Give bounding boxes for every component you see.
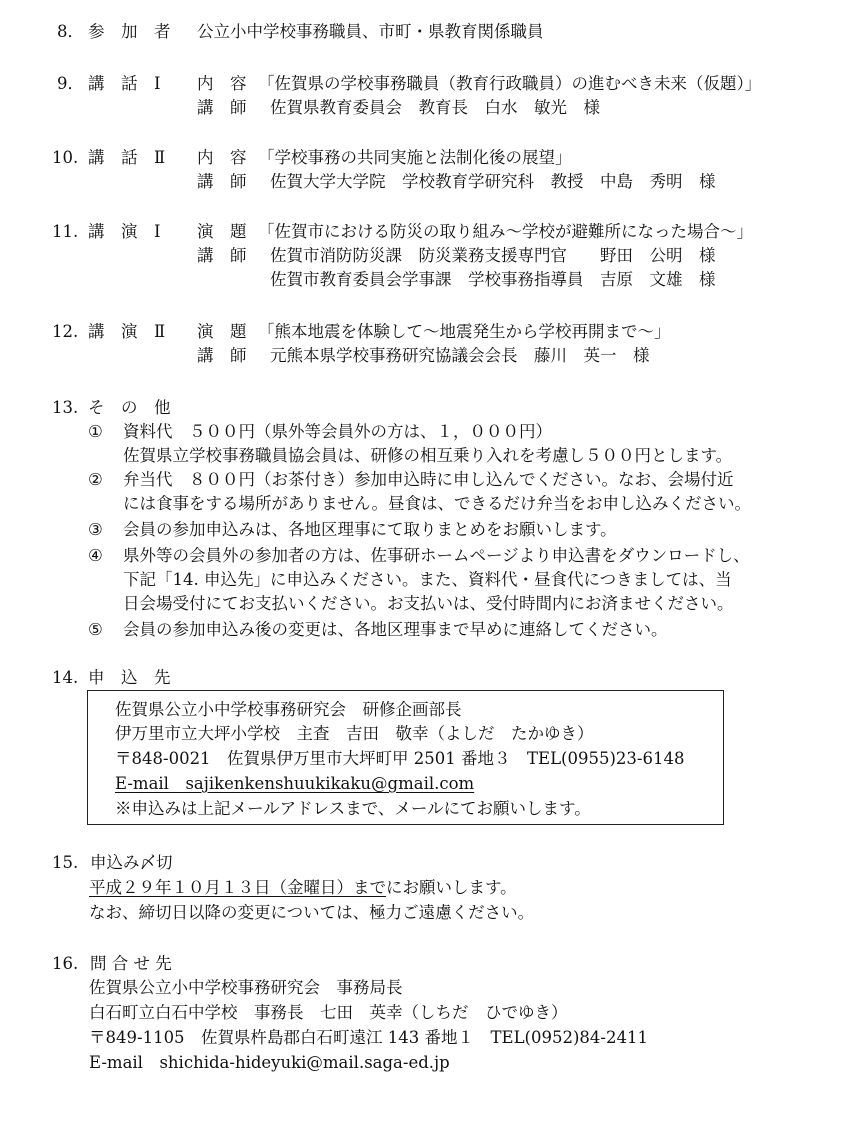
item-line: 資料代 ５００円（県外等会員外の方は、１，０００円）	[123, 422, 552, 441]
item-line: 会員の参加申込みは、各地区理事にて取りまとめをお願いします。	[123, 520, 617, 539]
section-number: 11.	[52, 222, 79, 241]
item-marker: ①	[88, 422, 103, 441]
section-heading: 申 込 先	[88, 668, 171, 687]
section-number: 8．	[57, 22, 84, 41]
inquiry-email[interactable]: E-mail shichida-hideyuki@mail.saga-ed.jp	[89, 1053, 450, 1072]
box-line: 〒848-0021 佐賀県伊万里市大坪町甲 2501 番地３ TEL(0955)23-6148	[115, 749, 685, 768]
item-marker: ③	[88, 520, 103, 539]
lecturer-name: 佐賀県教育委員会 教育長 白水 敏光 様	[270, 98, 600, 117]
section-number: 10.	[52, 148, 79, 167]
deadline-suffix: にお願いします。	[386, 878, 517, 897]
section-heading: 参 加 者	[88, 22, 171, 41]
box-line: 佐賀県公立小中学校事務研究会 研修企画部長	[115, 700, 462, 719]
content-label: 内 容	[197, 148, 247, 167]
deadline-note: なお、締切日以降の変更については、極力ご遠慮ください。	[89, 903, 535, 922]
talk-title: 「学校事務の共同実施と法制化後の展望」	[258, 148, 572, 167]
content-label: 内 容	[197, 74, 247, 93]
deadline-line	[89, 876, 517, 900]
item-line: 県外等の会員外の参加者の方は、佐事研ホームページより申込書をダウンロードし、	[123, 546, 750, 565]
section-heading: 講 話 Ⅰ	[88, 74, 161, 93]
item-marker: ④	[88, 546, 103, 565]
lecturer-label: 講 師	[197, 246, 247, 265]
item-line: には食事をする場所がありません。昼食は、できるだけ弁当をお申し込みください。	[123, 494, 751, 513]
item-line: 日会場受付にてお支払いください。お支払いは、受付時間内にお済ませください。	[123, 594, 734, 613]
lecture-title: 「佐賀市における防災の取り組み～学校が避難所になった場合～」	[258, 222, 753, 241]
section-heading: 申込み〆切	[90, 853, 173, 872]
lecture-title: 「熊本地震を体験して～地震発生から学校再開まで～」	[258, 322, 671, 341]
section-number: 14.	[52, 668, 79, 687]
item-line: 佐賀県立学校事務職員協会員は、研修の相互乗り入れを考慮し５００円とします。	[123, 446, 733, 465]
inquiry-line: 〒849-1105 佐賀県杵島郡白石町遠江 143 番地１ TEL(0952)84-2411	[89, 1028, 648, 1047]
section-number: 16.	[52, 954, 79, 973]
participants-text: 公立小中学校事務職員、市町・県教育関係職員	[197, 22, 544, 41]
section-heading: 講 演 Ⅰ	[88, 222, 161, 241]
section-heading: 講 話 Ⅱ	[88, 148, 166, 167]
topic-label: 演 題	[197, 222, 247, 241]
email-link[interactable]: E-mail sajikenkenshuukikaku@gmail.com	[115, 774, 475, 793]
section-heading: そ の 他	[88, 398, 171, 417]
lecturer-name: 元熊本県学校事務研究協議会会長 藤川 英一 様	[270, 346, 650, 365]
lecturer-name: 佐賀市教育委員会学事課 学校事務指導員 吉原 文雄 様	[270, 270, 716, 289]
item-line: 弁当代 ８００円（お茶付き）参加申込時に申し込んでください。なお、会場付近	[123, 470, 734, 489]
talk-title: 「佐賀県の学校事務職員（教育行政職員）の進むべき未来（仮題）」	[258, 74, 762, 93]
item-marker: ⑤	[88, 620, 103, 639]
section-number: 12.	[52, 322, 79, 341]
section-heading: 講 演 Ⅱ	[88, 322, 166, 341]
deadline-date: 平成２９年１０月１３日（金曜日）まで	[89, 878, 386, 897]
section-number: 9．	[57, 74, 84, 93]
section-number: 15.	[52, 853, 79, 872]
item-line: 会員の参加申込み後の変更は、各地区理事まで早めに連絡してください。	[123, 620, 668, 639]
lecturer-name: 佐賀大学大学院 学校教育学研究科 教授 中島 秀明 様	[270, 172, 716, 191]
lecturer-label: 講 師	[197, 346, 247, 365]
lecturer-name: 佐賀市消防防災課 防災業務支援専門官 野田 公明 様	[270, 246, 716, 265]
topic-label: 演 題	[197, 322, 247, 341]
item-line: 下記「14. 申込先」に申込みください。また、資料代・昼食代につきましては、当	[123, 570, 732, 589]
box-note: ※申込みは上記メールアドレスまで、メールにてお願いします。	[115, 799, 591, 818]
inquiry-line: 白石町立白石中学校 事務長 七田 英幸（しちだ ひでゆき）	[89, 1003, 568, 1022]
box-line: 伊万里市立大坪小学校 主査 吉田 敬幸（よしだ たかゆき）	[115, 724, 594, 743]
section-number: 13.	[52, 398, 79, 417]
lecturer-label: 講 師	[197, 172, 247, 191]
item-marker: ②	[88, 470, 103, 489]
inquiry-line: 佐賀県公立小中学校事務研究会 事務局長	[89, 978, 403, 997]
lecturer-label: 講 師	[197, 98, 247, 117]
section-heading: 問 合 せ 先	[90, 954, 172, 973]
